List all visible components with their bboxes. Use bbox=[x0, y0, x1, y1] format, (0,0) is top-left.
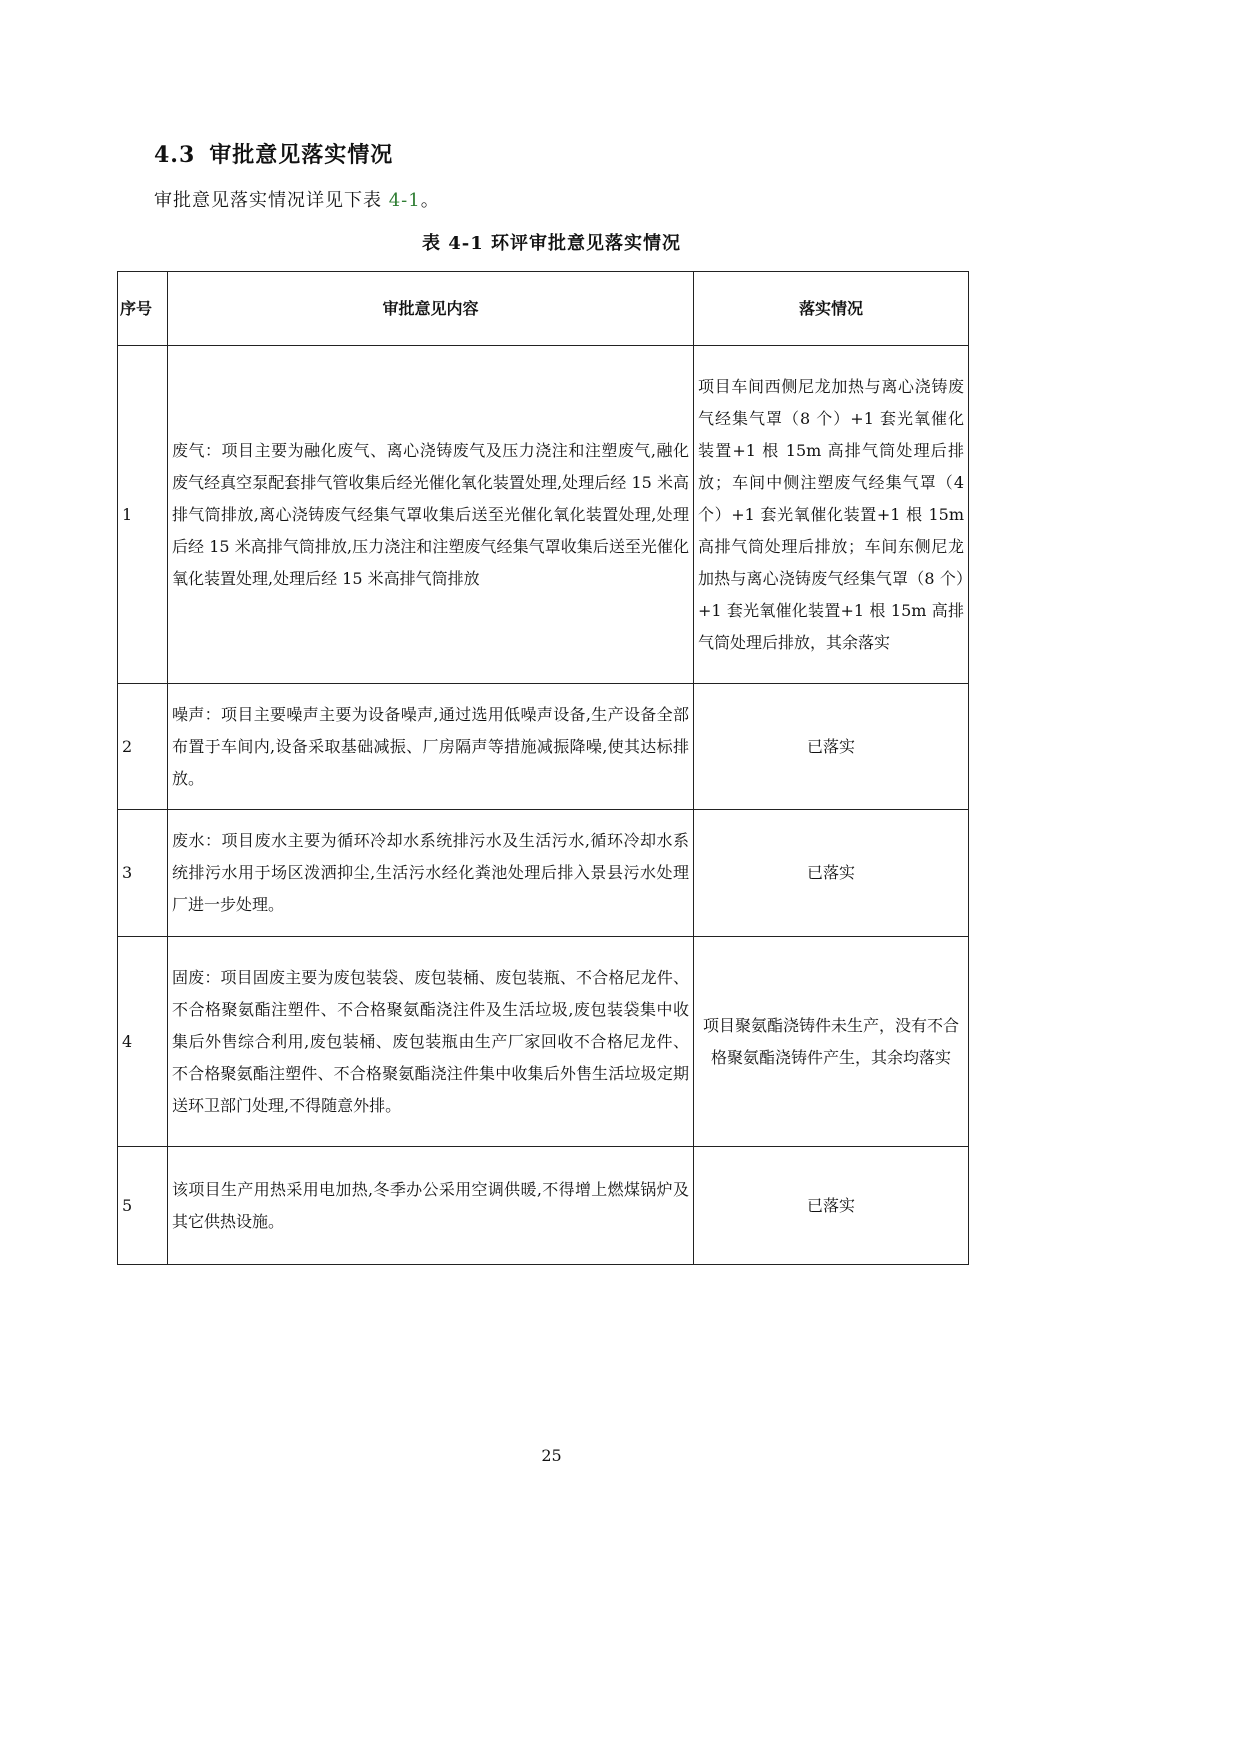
header-status: 落实情况 bbox=[694, 272, 969, 346]
row-status: 已落实 bbox=[694, 684, 969, 810]
row-seq: 1 bbox=[118, 346, 168, 684]
row-status: 已落实 bbox=[694, 1147, 969, 1265]
row-content: 固废：项目固废主要为废包装袋、废包装桶、废包装瓶、不合格尼龙件、不合格聚氨酯注塑件、不合格聚氨酯浇注件及生活垃圾,废包装袋集中收集后外售综合利用,废包装桶、废包装瓶由生产厂家回收不合格尼龙件、不合格聚氨酯注塑件、不合格聚氨酯浇注件集中收集后外售生活垃圾定期送环卫部门处理,不得随意外排。 bbox=[168, 937, 694, 1147]
header-seq: 序号 bbox=[118, 272, 168, 346]
section-heading bbox=[154, 138, 393, 169]
row-content: 废气：项目主要为融化废气、离心浇铸废气及压力浇注和注塑废气,融化废气经真空泵配套排气管收集后经光催化氧化装置处理,处理后经 15 米高排气筒排放,离心浇铸废气经集气罩收集后送至光催化氧化装置处理,处理后经 15 米高排气筒排放,压力浇注和注塑废气经集气罩收集后送至光催化氧化装置处理,处理后经 15 米高排气筒排放 bbox=[168, 346, 694, 684]
table-reference-link[interactable]: 4-1 bbox=[388, 190, 421, 211]
table-row bbox=[118, 810, 969, 937]
row-status: 项目车间西侧尼龙加热与离心浇铸废气经集气罩（8 个）+1 套光氧催化装置+1 根 15m 高排气筒处理后排放；车间中侧注塑废气经集气罩（4 个）+1 套光氧催化装置+1 根 15m 高排气筒处理后排放；车间东侧尼龙加热与离心浇铸废气经集气罩（8 个）+1 套光氧催化装置+1 根 15m 高排气筒处理后排放，其余落实 bbox=[694, 346, 969, 684]
intro-text: 审批意见落实情况详见下表 bbox=[154, 190, 389, 211]
row-status: 项目聚氨酯浇铸件未生产，没有不合格聚氨酯浇铸件产生，其余均落实 bbox=[694, 937, 969, 1147]
row-seq: 3 bbox=[118, 810, 168, 937]
intro-paragraph bbox=[154, 186, 440, 212]
row-status: 已落实 bbox=[694, 810, 969, 937]
row-content: 废水：项目废水主要为循环冷却水系统排污水及生活污水,循环冷却水系统排污水用于场区泼洒抑尘,生活污水经化粪池处理后排入景县污水处理厂进一步处理。 bbox=[168, 810, 694, 937]
row-seq: 4 bbox=[118, 937, 168, 1147]
intro-text-end: 。 bbox=[420, 190, 440, 211]
row-seq: 2 bbox=[118, 684, 168, 810]
table-row bbox=[118, 937, 969, 1147]
approval-opinion-table bbox=[117, 271, 969, 1265]
section-title: 审批意见落实情况 bbox=[209, 142, 394, 168]
header-content: 审批意见内容 bbox=[168, 272, 694, 346]
row-content: 该项目生产用热采用电加热,冬季办公采用空调供暖,不得增上燃煤锅炉及其它供热设施。 bbox=[168, 1147, 694, 1265]
section-number: 4.3 bbox=[154, 142, 196, 168]
table-caption: 表 4-1 环评审批意见落实情况 bbox=[421, 233, 682, 254]
row-seq: 5 bbox=[118, 1147, 168, 1265]
page-number: 25 bbox=[541, 1446, 562, 1465]
row-content: 噪声：项目主要噪声主要为设备噪声,通过选用低噪声设备,生产设备全部布置于车间内,设备采取基础减振、厂房隔声等措施减振降噪,使其达标排放。 bbox=[168, 684, 694, 810]
table-header-row bbox=[118, 272, 969, 346]
table-row bbox=[118, 684, 969, 810]
table-row bbox=[118, 346, 969, 684]
table-row bbox=[118, 1147, 969, 1265]
